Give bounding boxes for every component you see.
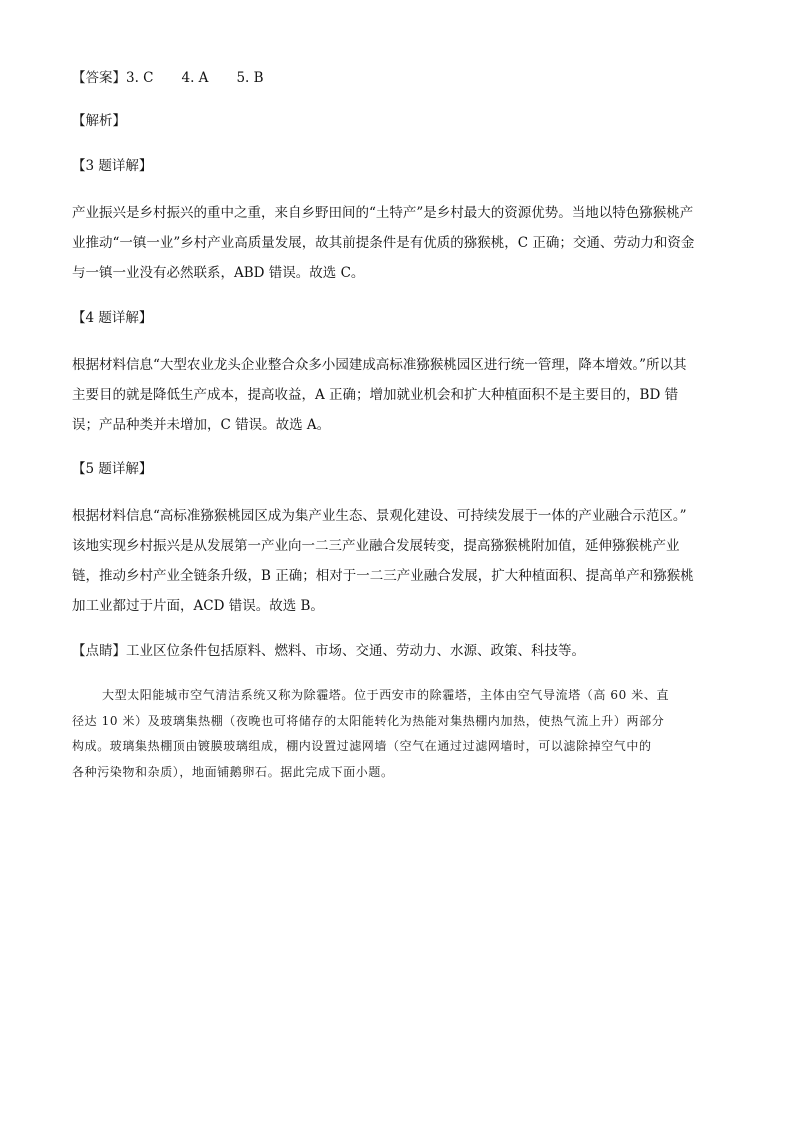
q5-line: 链，推动乡村产业全链条升级，B 正确；相对于一二三产业融合发展，扩大种植面积、提高单产和猕猴桃 <box>72 568 694 584</box>
tip-line <box>72 642 585 660</box>
q4-line: 主要目的就是降低生产成本，提高收益，A 正确；增加就业机会和扩大种植面积不是主要目的，BD 错 <box>72 387 679 403</box>
q3-explanation <box>72 198 722 288</box>
passage-line: 构成。玻璃集热棚顶由镀膜玻璃组成，棚内设置过滤网墙（空气在通过过滤网墙时，可以滤除掉空气中的 <box>72 739 652 753</box>
answer-item-5: 5. B <box>236 70 264 86</box>
answer-item-4: 4. A <box>181 70 209 86</box>
q3-line: 产业振兴是乡村振兴的重中之重，来自乡野田间的“土特产”是乡村最大的资源优势。当地以特色猕猴桃产 <box>72 205 694 221</box>
q4-line: 误；产品种类并未增加，C 错误。故选 A。 <box>72 417 331 433</box>
q5-line: 根据材料信息“高标准猕猴桃园区成为集产业生态、景观化建设、可持续发展于一体的产业融合示范区。” <box>72 508 687 524</box>
q5-line: 该地实现乡村振兴是从发展第一产业向一二三产业融合发展转变，提高猕猴桃附加值，延伸猕猴桃产业 <box>72 538 680 554</box>
analysis-heading: 【解析】 <box>72 113 126 129</box>
q5-explanation <box>72 501 722 621</box>
answer-item-3: 3. C <box>126 70 154 86</box>
q5-line: 加工业都过于片面，ACD 错误。故选 B。 <box>72 598 324 614</box>
q3-line: 与一镇一业没有必然联系，ABD 错误。故选 C。 <box>72 265 365 281</box>
answer-tag: 【答案】 <box>72 70 126 86</box>
q3-heading: 【3 题详解】 <box>72 158 153 174</box>
q3-line: 业推动“一镇一业”乡村产业高质量发展，故其前提条件是有优质的猕猴桃，C 正确；交通、劳动力和资金 <box>72 235 695 251</box>
q4-explanation <box>72 350 722 440</box>
passage-line: 各种污染物和杂质），地面铺鹅卵石。据此完成下面小题。 <box>72 764 394 779</box>
tip-tag: 【点睛】 <box>72 643 126 659</box>
passage-line: 大型太阳能城市空气清洁系统又称为除霾塔。位于西安市的除霾塔，主体由空气导流塔（高 60 米、直 <box>102 688 670 702</box>
q5-heading: 【5 题详解】 <box>72 461 153 477</box>
q4-heading: 【4 题详解】 <box>72 310 153 326</box>
reading-passage <box>72 683 722 785</box>
answer-line <box>72 69 264 87</box>
passage-line: 径达 10 米）及玻璃集热棚（夜晚也可将储存的太阳能转化为热能对集热棚内加热，使热气流上升）两部分 <box>72 713 665 728</box>
q4-line: 根据材料信息“大型农业龙头企业整合众多小园建成高标准猕猴桃园区进行统一管理，降本增效。”所以其 <box>72 357 687 373</box>
tip-text: 工业区位条件包括原料、燃料、市场、交通、劳动力、水源、政策、科技等。 <box>126 643 585 659</box>
